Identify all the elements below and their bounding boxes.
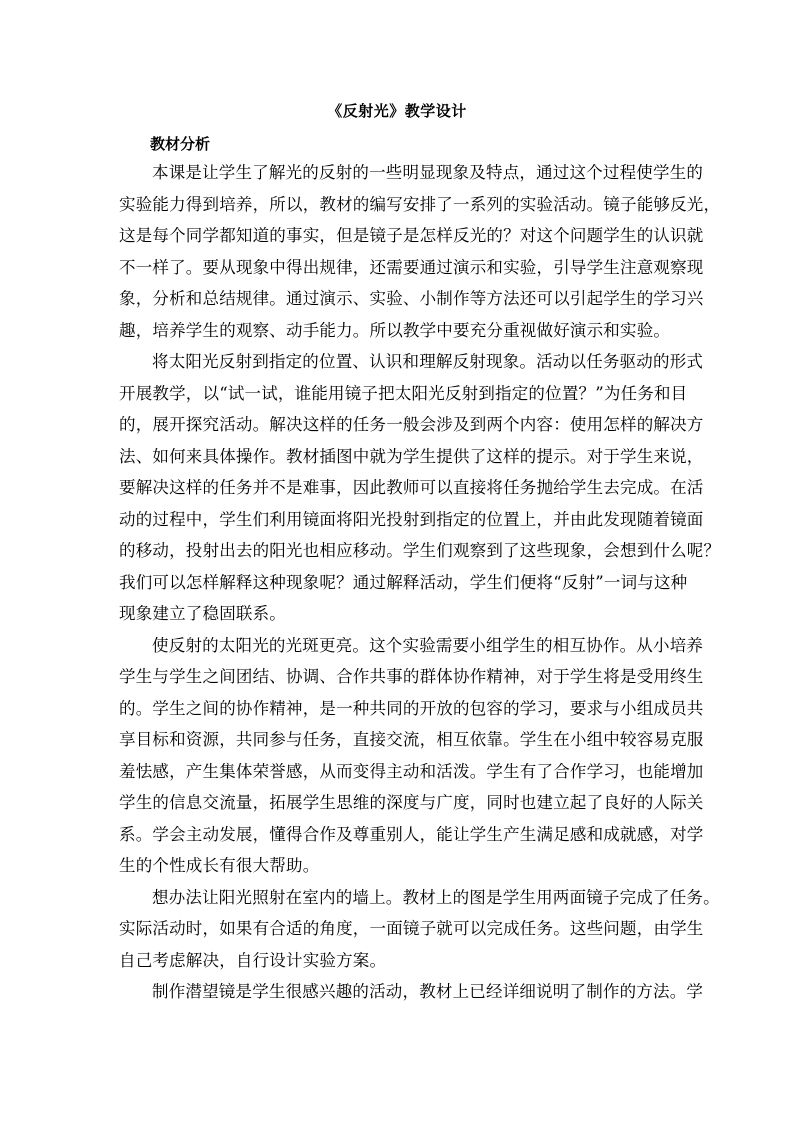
paragraph-line: 动的过程中，学生们利用镜面将阳光投射到指定的位置上，并由此发现随着镜面 bbox=[119, 509, 704, 529]
paragraph-line: 自己考虑解决，自行设计实验方案。 bbox=[119, 950, 387, 970]
paragraph-2 bbox=[119, 346, 721, 630]
paragraph-5 bbox=[119, 976, 704, 1008]
paragraph-line: 的移动，投射出去的阳光也相应移动。学生们观察到了这些现象，会想到什么呢？ bbox=[119, 541, 721, 560]
paragraph-1 bbox=[119, 157, 721, 346]
section-heading: 教材分析 bbox=[150, 135, 211, 153]
paragraph-line: 不一样了。要从现象中得出规律，还需要通过演示和实验，引导学生注意观察现 bbox=[119, 257, 704, 277]
paragraph-4 bbox=[119, 882, 720, 977]
paragraph-line: 制作潜望镜是学生很感兴趣的活动，教材上已经详细说明了制作的方法。学 bbox=[152, 982, 704, 1001]
paragraph-line: 的。学生之间的协作精神，是一种共同的开放的包容的学习，要求与小组成员共 bbox=[119, 698, 704, 718]
paragraph-line: 这是每个同学都知道的事实，但是镜子是怎样反光的？对这个问题学生的认识就 bbox=[119, 226, 704, 245]
paragraph-line: 开展教学，以“试一试，谁能用镜子把太阳光反射到指定的位置？”为任务和目 bbox=[119, 383, 688, 403]
paragraph-line: 现象建立了稳固联系。 bbox=[119, 604, 286, 623]
paragraph-line: 使反射的太阳光的光斑更亮。这个实验需要小组学生的相互协作。从小培养 bbox=[152, 635, 704, 655]
paragraph-line: 学生的信息交流量，拓展学生思维的深度与广度，同时也建立起了良好的人际关 bbox=[119, 793, 704, 812]
paragraph-line: 实际活动时，如果有合适的角度，一面镜子就可以完成任务。这些问题，由学生 bbox=[119, 919, 704, 938]
paragraph-line: 享目标和资源，共同参与任务，直接交流，相互依靠。学生在小组中较容易克服 bbox=[119, 730, 704, 749]
paragraph-line: 系。学会主动发展，懂得合作及尊重别人，能让学生产生满足感和成就感，对学 bbox=[119, 824, 704, 844]
paragraph-line: 的，展开探究活动。解决这样的任务一般会涉及到两个内容：使用怎样的解决方 bbox=[119, 415, 704, 434]
document-title: 《反射光》教学设计 bbox=[327, 102, 467, 120]
paragraph-line: 趣，培养学生的观察、动手能力。所以教学中要充分重视做好演示和实验。 bbox=[119, 320, 671, 340]
paragraph-line: 羞怯感，产生集体荣誉感，从而变得主动和活泼。学生有了合作学习，也能增加 bbox=[119, 761, 704, 781]
paragraph-line: 本课是让学生了解光的反射的一些明显现象及特点，通过这个过程使学生的 bbox=[152, 163, 704, 182]
paragraph-line: 实验能力得到培养，所以，教材的编写安排了一系列的实验活动。镜子能够反光， bbox=[119, 194, 721, 214]
paragraph-3 bbox=[119, 630, 704, 882]
paragraph-line: 生的个性成长有很大帮助。 bbox=[119, 856, 320, 875]
paragraph-line: 要解决这样的任务并不是难事，因此教师可以直接将任务抛给学生去完成。在活 bbox=[119, 478, 704, 497]
document-body bbox=[119, 157, 721, 1008]
paragraph-line: 想办法让阳光照射在室内的墙上。教材上的图是学生用两面镜子完成了任务。 bbox=[152, 887, 720, 907]
paragraph-line: 法、如何来具体操作。教材插图中就为学生提供了这样的提示。对于学生来说， bbox=[119, 446, 704, 466]
paragraph-line: 学生与学生之间团结、协调、合作共事的群体协作精神，对于学生将是受用终生 bbox=[119, 667, 704, 686]
paragraph-line: 象，分析和总结规律。通过演示、实验、小制作等方法还可以引起学生的学习兴 bbox=[119, 289, 704, 308]
paragraph-line: 我们可以怎样解释这种现象呢？通过解释活动，学生们便将“反射”一词与这种 bbox=[119, 572, 688, 592]
paragraph-line: 将太阳光反射到指定的位置、认识和理解反射现象。活动以任务驱动的形式 bbox=[152, 352, 704, 371]
